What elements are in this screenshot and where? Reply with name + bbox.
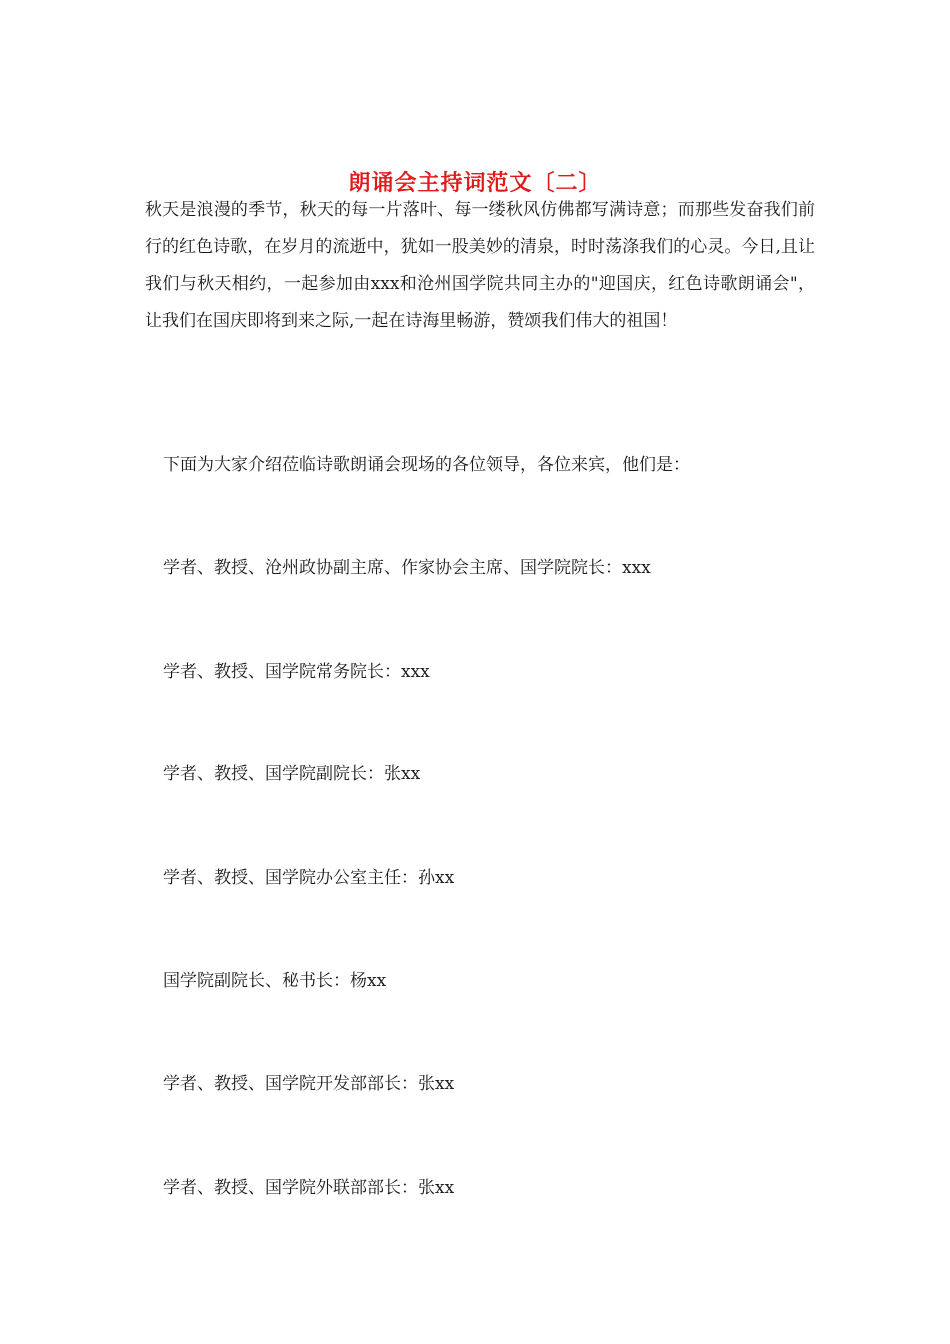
guest-line: 学者、教授、国学院外联部部长：张xx bbox=[163, 1178, 455, 1198]
guest-line: 学者、教授、国学院开发部部长：张xx bbox=[163, 1074, 455, 1094]
intro-paragraph: 秋天是浪漫的季节，秋天的每一片落叶、每一缕秋风仿佛都写满诗意；而那些发奋我们前行的红色诗歌，在岁月的流逝中，犹如一股美妙的清泉，时时荡涤我们的心灵。今日,且让我们与秋天相约，一起参加由xxx和沧州国学院共同主办的"迎国庆，红色诗歌朗诵会"，让我们在国庆即将到来之际,一起在诗海里畅游，赞颂我们伟大的祖国！ bbox=[145, 200, 815, 331]
guest-intro-line: 下面为大家介绍莅临诗歌朗诵会现场的各位领导，各位来宾，他们是： bbox=[163, 455, 690, 475]
document-title: 朗诵会主持词范文〔二〕 bbox=[348, 169, 602, 196]
guest-line: 学者、教授、国学院常务院长：xxx bbox=[163, 662, 430, 682]
guest-line: 国学院副院长、秘书长：杨xx bbox=[163, 971, 387, 991]
guest-line: 学者、教授、国学院副院长：张xx bbox=[163, 764, 421, 784]
guest-line: 学者、教授、沧州政协副主席、作家协会主席、国学院院长：xxx bbox=[163, 558, 651, 578]
guest-line: 学者、教授、国学院办公室主任：孙xx bbox=[163, 868, 455, 888]
